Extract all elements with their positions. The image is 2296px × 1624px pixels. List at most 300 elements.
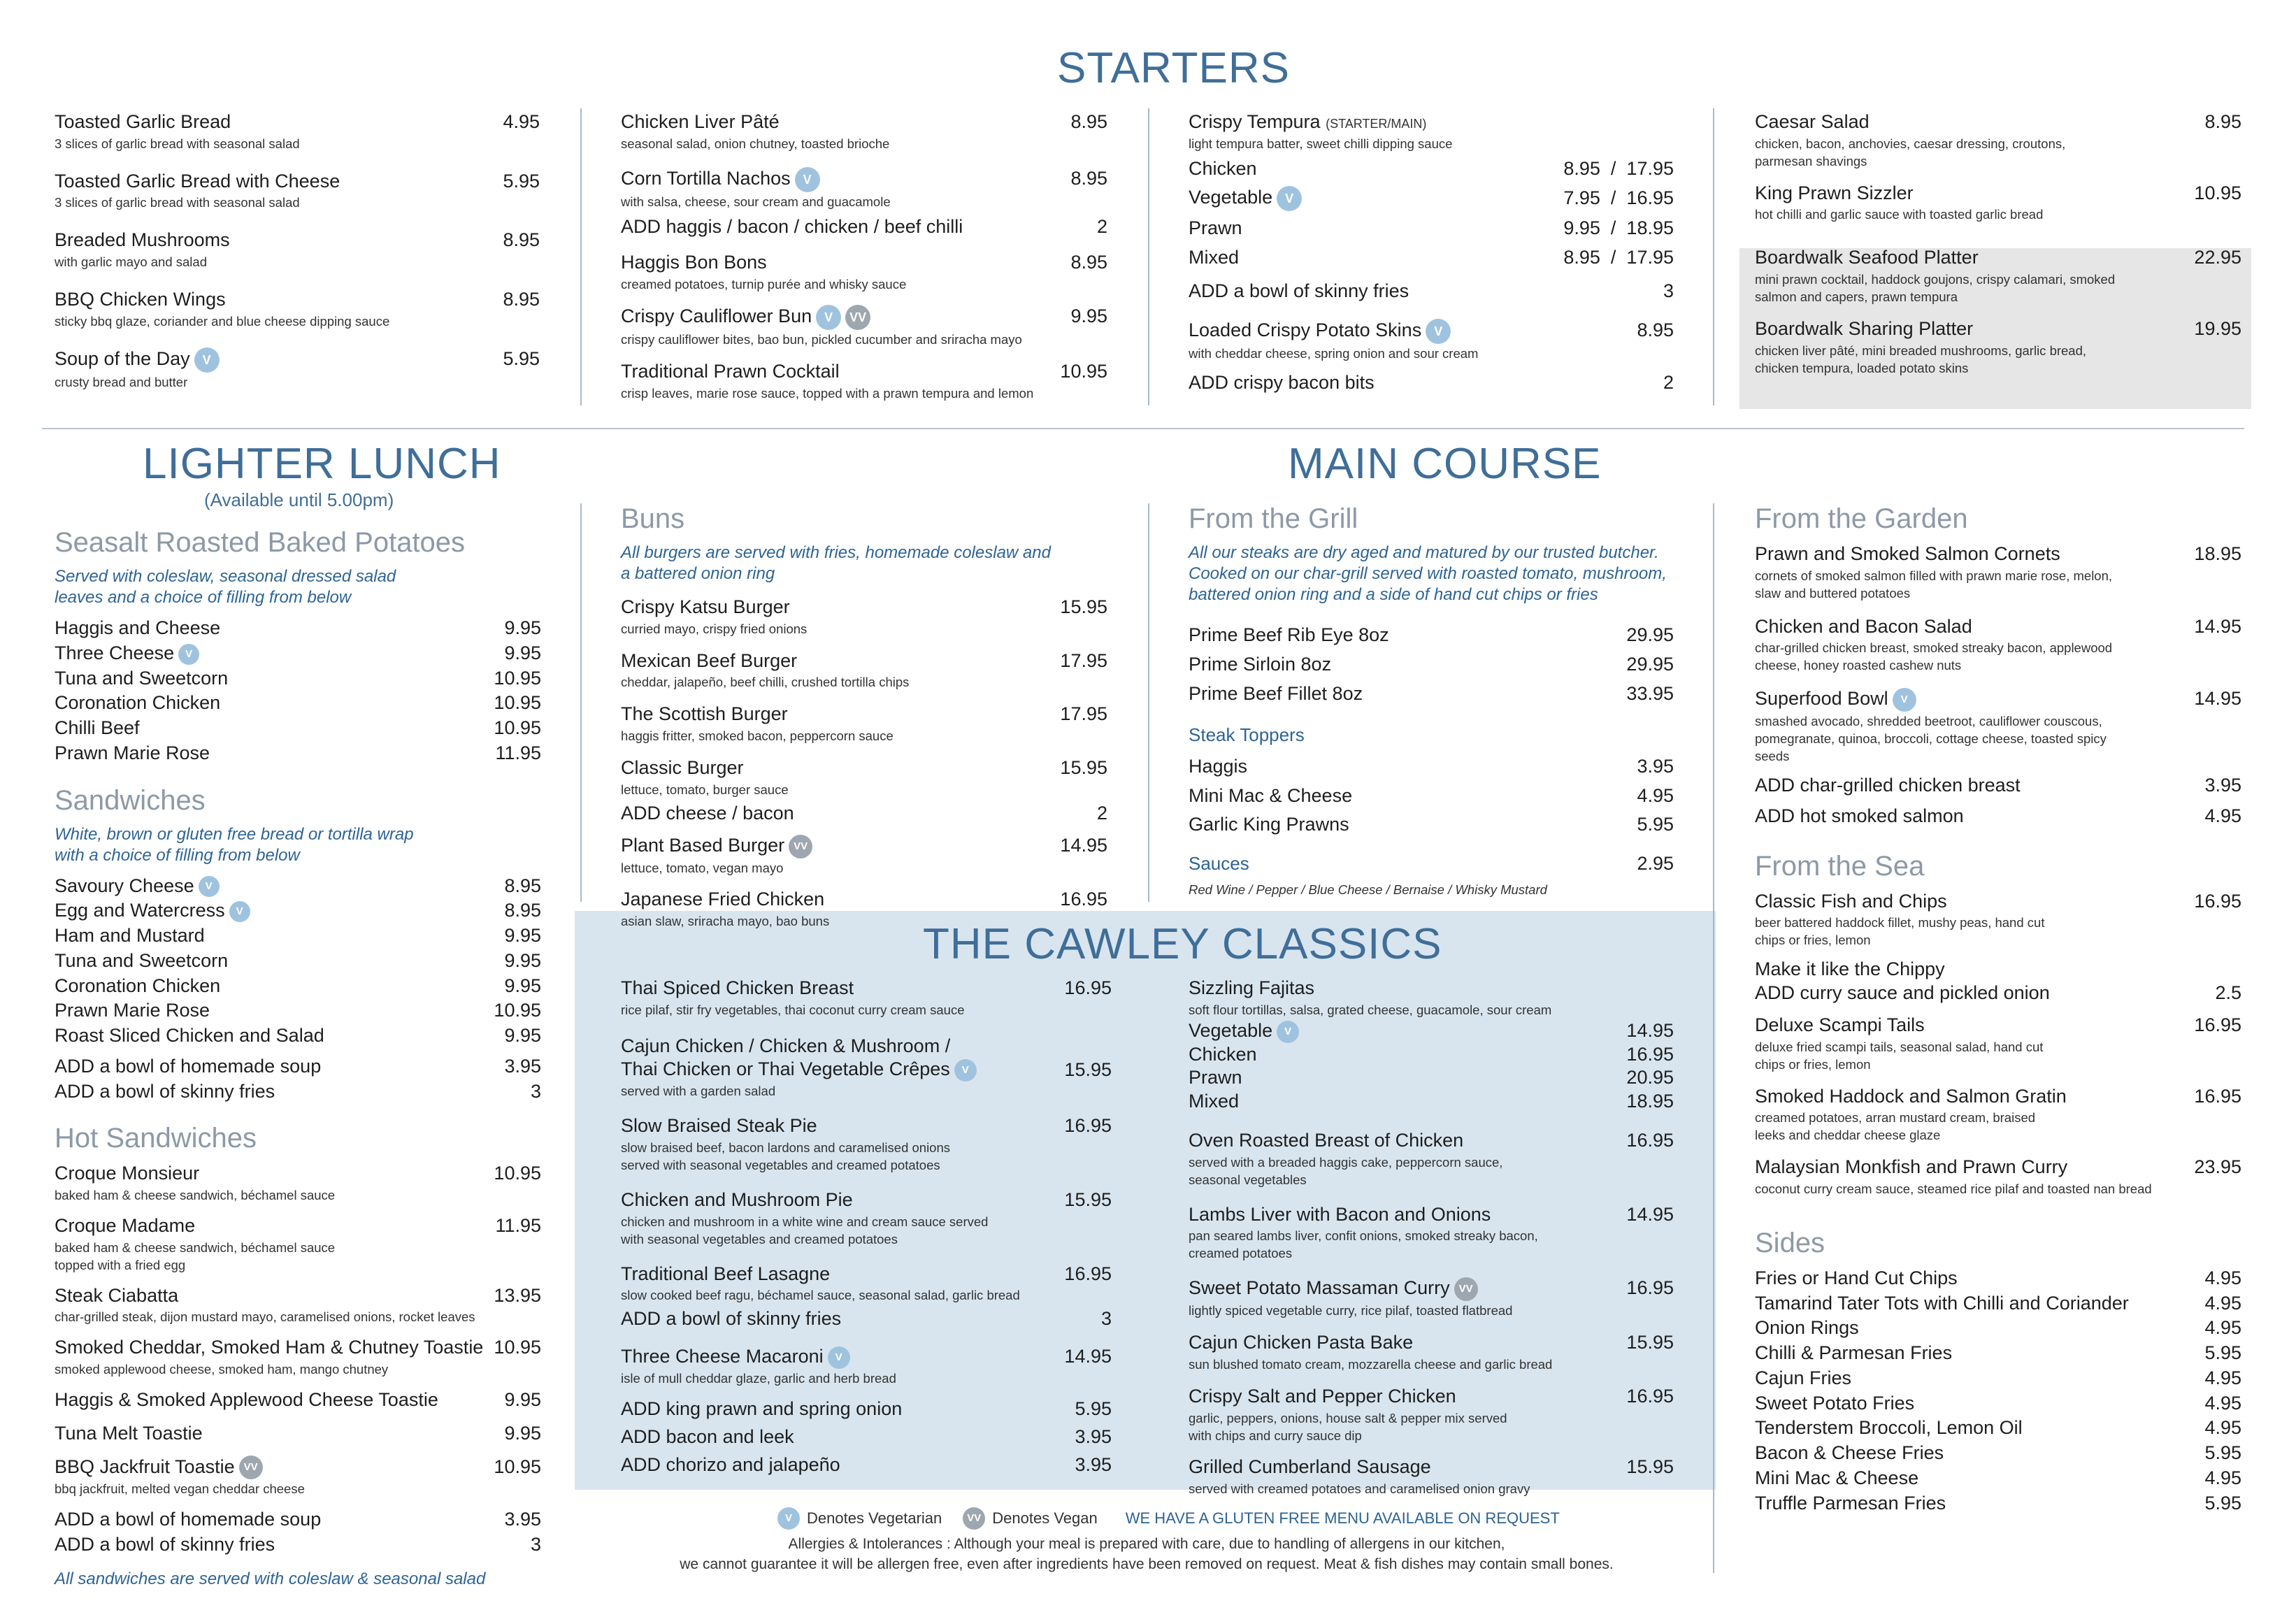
option-name: ADD a bowl of skinny fries (1189, 280, 1409, 301)
item-price: 9.95 (504, 925, 541, 946)
item-price: 9.95 (504, 1389, 541, 1411)
menu-item (621, 1453, 1112, 1477)
menu-item (1755, 687, 2241, 766)
item-desc: curried mayo, crispy fried onions (621, 621, 808, 636)
menu-item (55, 347, 540, 391)
menu-item (55, 667, 541, 691)
item-price: 3 (530, 1534, 541, 1555)
item-desc: smoked applewood cheese, smoked ham, mango chutney (55, 1362, 389, 1377)
sauces-list: Red Wine / Pepper / Blue Cheese / Bernaise / Whisky Mustard (1189, 882, 1547, 897)
item-desc: slow cooked beef ragu, béchamel sauce, seasonal salad, garlic bread (621, 1288, 1020, 1303)
menu-item (621, 1114, 1112, 1174)
section-heading: From the Grill (1189, 503, 1358, 534)
item-desc: crusty bread and butter (55, 374, 188, 389)
item-price: 5.95 (2204, 1492, 2241, 1514)
item-price: 8.95 (503, 289, 540, 310)
item-name: Crispy Cauliflower Bun (621, 306, 812, 327)
option-name: Mixed (1189, 1091, 1240, 1112)
option-name: Prawn (1189, 217, 1242, 239)
item-name: Prime Beef Rib Eye 8oz (1189, 624, 1389, 645)
item-price: 4.95 (503, 111, 540, 132)
menu-item (1189, 1129, 1674, 1189)
item-price: 5.95 (1637, 814, 1674, 835)
menu-item (55, 924, 541, 948)
option-price: 7.95 / 16.95 (1563, 187, 1674, 208)
item-name: Roast Sliced Chicken and Salad (55, 1025, 324, 1046)
divider-main-1 (580, 503, 582, 902)
item-name: Prawn Marie Rose (55, 1000, 210, 1021)
item-name: Crispy Salt and Pepper Chicken (1189, 1385, 1456, 1407)
item-price: 16.95 (1064, 977, 1112, 998)
item-name: ADD hot smoked salmon (1755, 805, 1964, 826)
item-price: 9.95 (504, 975, 541, 996)
item-price: 16.95 (2194, 1014, 2241, 1035)
item-price: 8.95 (1070, 167, 1107, 189)
item-name: Egg and Watercress (55, 900, 225, 921)
item-name: ADD cheese / bacon (621, 802, 794, 824)
item-price: 9.95 (504, 1025, 541, 1046)
item-price: 15.95 (1060, 757, 1107, 779)
menu-item (621, 1345, 1112, 1388)
item-desc: baked ham & cheese sandwich, béchamel sauce (55, 1188, 336, 1202)
item-desc: seasonal salad, onion chutney, toasted brioche (621, 136, 890, 151)
option-price: 20.95 (1626, 1067, 1674, 1088)
menu-item (1189, 319, 1674, 363)
item-name: Classic Burger (621, 757, 744, 779)
menu-item (55, 875, 541, 898)
menu-item (621, 1188, 1112, 1249)
menu-item (1755, 1267, 2241, 1291)
menu-item (55, 110, 540, 153)
menu-item (1755, 890, 2241, 950)
menu-item (1189, 624, 1674, 647)
item-desc: light tempura batter, sweet chilli dipping sauce (1189, 136, 1453, 151)
menu-item (1755, 1367, 2241, 1391)
menu-item (621, 215, 1107, 239)
item-desc: cornets of smoked salmon filled with prawn marie rose, melon, slaw and buttered potatoes (1755, 568, 2113, 601)
menu-item (1189, 1456, 1674, 1498)
item-price: 16.95 (1064, 1115, 1112, 1137)
item-desc: with cheddar cheese, spring onion and sour cream (1189, 345, 1479, 361)
item-price: 3.95 (504, 1509, 541, 1530)
sauces-row (1189, 852, 1674, 876)
item-price: 8.95 (504, 875, 541, 896)
item-desc: slow braised beef, bacon lardons and caramelised onions served with seasonal vegetables and creamed potatoes (621, 1140, 951, 1173)
menu-item (55, 1422, 541, 1446)
menu-item (55, 1214, 541, 1274)
item-desc: chicken liver pâté, mini breaded mushrooms, garlic bread, chicken tempura, loaded potato skins (1755, 343, 2087, 375)
menu-item (55, 1336, 541, 1379)
item-desc: creamed potatoes, arran mustard cream, braised leeks and cheddar cheese glaze (1755, 1110, 2036, 1143)
menu-item (55, 1024, 541, 1048)
item-price: 10.95 (494, 1000, 541, 1021)
item-name: Tuna Melt Toastie (55, 1422, 203, 1444)
item-name: Haggis (1189, 755, 1248, 777)
item-price: 15.95 (1626, 1456, 1674, 1478)
item-name: ADD crispy bacon bits (1189, 371, 1375, 393)
menu-item (55, 1456, 541, 1499)
option-price: 8.95 / 17.95 (1563, 157, 1674, 179)
item-desc: chicken, bacon, anchovies, caesar dressing, croutons, parmesan shavings (1755, 136, 2066, 168)
item-price: 15.95 (1064, 1189, 1112, 1210)
item-price: 10.95 (494, 692, 541, 714)
item-name: Slow Braised Steak Pie (621, 1115, 817, 1137)
item-price: 2 (1096, 215, 1107, 237)
item-name: ADD a bowl of homemade soup (55, 1055, 322, 1077)
item-name: Prime Sirloin 8oz (1189, 653, 1332, 675)
item-name: Toasted Garlic Bread with Cheese (55, 170, 340, 192)
item-name: ADD haggis / bacon / chicken / beef chilli (621, 215, 963, 237)
item-price: 17.95 (1060, 703, 1107, 725)
divider-horizontal (42, 428, 2244, 429)
item-desc: crisp leaves, marie rose sauce, topped with a prawn tempura and lemon (621, 385, 1034, 401)
item-price: 2.5 (2215, 982, 2241, 1004)
menu-item (55, 1388, 541, 1412)
item-name: Corn Tortilla Nachos (621, 167, 791, 189)
item-price: 8.95 (2204, 111, 2241, 132)
divider-starters-2 (1148, 108, 1149, 405)
option-name: Mixed (1189, 247, 1240, 268)
menu-item (1189, 1331, 1674, 1374)
lighter-lunch-note: (Available until 5.00pm) (204, 489, 394, 510)
option-name: Chicken (1189, 157, 1257, 179)
item-name: ADD char-grilled chicken breast (1755, 775, 2021, 796)
menu-item (621, 802, 1107, 826)
item-name: Three Cheese Macaroni (621, 1346, 824, 1367)
item-name: Croque Madame (55, 1214, 196, 1236)
platter-item (1755, 317, 2241, 378)
item-price: 14.95 (1064, 1346, 1112, 1367)
item-name: Coronation Chicken (55, 692, 221, 714)
divider-starters-1 (580, 108, 582, 405)
divider-main-2 (1148, 503, 1149, 902)
item-price: 9.95 (504, 949, 541, 971)
item-desc: lettuce, tomato, burger sauce (621, 782, 789, 797)
item-name: Bacon & Cheese Fries (1755, 1442, 1944, 1464)
item-price: 10.95 (2194, 182, 2241, 203)
item-name: Prawn Marie Rose (55, 742, 210, 763)
menu-item (621, 756, 1107, 799)
buns-col (621, 502, 1107, 944)
option-row (1189, 157, 1674, 181)
item-price: 10.95 (494, 717, 541, 738)
menu-item (55, 1055, 541, 1079)
item-price: 16.95 (1626, 1385, 1674, 1407)
item-price: 14.95 (2194, 688, 2241, 710)
item-price: 15.95 (1060, 596, 1107, 617)
menu-item (1189, 371, 1674, 395)
item-price: 10.95 (494, 1337, 541, 1358)
section-heading: Buns (621, 503, 685, 534)
item-name: Deluxe Scampi Tails (1755, 1014, 1925, 1035)
item-price: 5.95 (2204, 1342, 2241, 1364)
item-name: Cajun Fries (1755, 1367, 1852, 1388)
item-desc: soft flour tortillas, salsa, grated cheese, guacamole, sour cream (1189, 1002, 1552, 1017)
item-price: 5.95 (503, 348, 540, 369)
menu-item (621, 1263, 1112, 1305)
vegan-badge-icon: VV (845, 305, 870, 330)
starters-title: STARTERS (1057, 44, 1290, 92)
menu-item (621, 167, 1107, 211)
starters-col-3 (1189, 110, 1674, 408)
item-name: Prawn and Smoked Salmon Cornets (1755, 543, 2060, 564)
sauces-heading: Sauces (1189, 853, 1249, 874)
item-desc: sun blushed tomato cream, mozzarella cheese and garlic bread (1189, 1356, 1553, 1372)
item-name: Onion Rings (1755, 1317, 1859, 1339)
vegetarian-badge-icon: V (1426, 319, 1451, 344)
item-desc: with garlic mayo and salad (55, 254, 207, 270)
option-row (1189, 1043, 1674, 1067)
section-note: White, brown or gluten free bread or tortilla wrap with a choice of filling from below (55, 824, 414, 865)
section-heading: Sandwiches (55, 784, 206, 816)
item-desc: bbq jackfruit, melted vegan cheddar cheese (55, 1481, 305, 1497)
item-name: Sweet Potato Fries (1755, 1392, 1915, 1414)
option-row (1189, 1019, 1674, 1043)
item-price: 29.95 (1626, 653, 1674, 675)
cawley-col-left (621, 977, 1112, 1490)
menu-item (55, 717, 541, 740)
option-row (1189, 1066, 1674, 1090)
option-name: Chicken (1189, 1043, 1257, 1065)
item-name: ADD a bowl of skinny fries (621, 1308, 842, 1330)
section-heading: From the Sea (1755, 850, 1925, 882)
item-price: 8.95 (503, 229, 540, 251)
lighter-lunch-col (55, 526, 541, 1589)
item-price: 8.95 (1070, 252, 1107, 273)
option-name: Vegetable (1189, 1019, 1273, 1041)
menu-item (55, 1284, 541, 1327)
item-price: 3.95 (2204, 775, 2241, 796)
item-price: 3.95 (1075, 1425, 1112, 1447)
item-name: ADD bacon and leek (621, 1425, 794, 1447)
menu-item (1755, 1467, 2241, 1490)
allergy-line-1: Allergies & Intolerances : Although your meal is prepared with care, due to handling of allergens in our kitchen, (788, 1536, 1505, 1552)
item-price: 13.95 (494, 1284, 541, 1306)
vegetarian-badge-icon: V (828, 1346, 850, 1369)
menu-item (55, 288, 540, 331)
item-price: 2 (1096, 802, 1107, 824)
item-desc: chicken and mushroom in a white wine and cream sauce served with seasonal vegetables and creamed potatoes (621, 1214, 989, 1246)
item-price: 23.95 (2194, 1156, 2241, 1178)
menu-item (55, 617, 541, 640)
menu-item (55, 170, 540, 213)
item-name: Ham and Mustard (55, 925, 205, 946)
menu-item (621, 1035, 1112, 1101)
item-name: ADD a bowl of homemade soup (55, 1509, 322, 1530)
tempura-item (1189, 110, 1674, 303)
item-name: BBQ Chicken Wings (55, 289, 226, 310)
menu-item (621, 596, 1107, 638)
item-name: King Prawn Sizzler (1755, 182, 1914, 203)
menu-item (621, 305, 1107, 349)
item-price: 4.95 (2204, 805, 2241, 826)
option-price: 8.95 / 17.95 (1563, 247, 1674, 268)
garden-sea-sides-col (1755, 502, 2241, 1516)
vegetarian-badge-icon: V (1893, 688, 1916, 712)
option-row (1189, 246, 1674, 270)
item-name: Cajun Chicken / Chicken & Mushroom / Thai Chicken or Thai Vegetable Crêpes (621, 1035, 951, 1080)
item-name: Malaysian Monkfish and Prawn Curry (1755, 1156, 2068, 1178)
item-name: Haggis & Smoked Applewood Cheese Toastie (55, 1389, 438, 1411)
item-price: 18.95 (2194, 543, 2241, 564)
item-desc: pan seared lambs liver, confit onions, smoked streaky bacon, creamed potatoes (1189, 1228, 1538, 1261)
item-price: 16.95 (2194, 1085, 2241, 1107)
item-name: Traditional Beef Lasagne (621, 1263, 831, 1284)
vegetarian-badge-icon: V (178, 644, 199, 665)
item-name: Tuna and Sweetcorn (55, 949, 229, 971)
item-name: Japanese Fried Chicken (621, 889, 825, 910)
item-name: Crispy Katsu Burger (621, 596, 790, 617)
item-price: 4.95 (2204, 1317, 2241, 1339)
item-name: Toasted Garlic Bread (55, 111, 231, 132)
menu-item (621, 1397, 1112, 1421)
menu-item (55, 899, 541, 923)
item-price: 5.95 (1075, 1398, 1112, 1419)
item-price: 14.95 (2194, 615, 2241, 637)
option-name: Vegetable (1189, 187, 1273, 208)
item-name: Croque Monsieur (55, 1163, 200, 1184)
item-price: 10.95 (494, 1456, 541, 1477)
menu-item (55, 229, 540, 271)
item-price: 16.95 (2194, 890, 2241, 912)
item-price: 16.95 (1060, 889, 1107, 910)
menu-item (55, 1508, 541, 1532)
item-desc: beer battered haddock fillet, mushy peas, hand cut chips or fries, lemon (1755, 915, 2045, 948)
divider-starters-3 (1713, 108, 1714, 405)
menu-item (1755, 1014, 2241, 1074)
item-price: 17.95 (1060, 649, 1107, 671)
item-name: Tamarind Tater Tots with Chilli and Coriander (1755, 1292, 2129, 1314)
item-name: Smoked Haddock and Salmon Gratin (1755, 1085, 2067, 1107)
item-price: 9.95 (1070, 306, 1107, 327)
option-row (1189, 1090, 1674, 1114)
starters-col-2 (621, 110, 1107, 417)
menu-item (1189, 653, 1674, 677)
item-desc: cheddar, jalapeño, beef chilli, crushed tortilla chips (621, 675, 910, 690)
item-price: 16.95 (1626, 1129, 1674, 1151)
item-price: 4.95 (1637, 784, 1674, 806)
item-desc: creamed potatoes, turnip purée and whisky sauce (621, 277, 907, 292)
item-name: ADD chorizo and jalapeño (621, 1453, 840, 1475)
item-desc: mini prawn cocktail, haddock goujons, crispy calamari, smoked salmon and capers, prawn tempura (1755, 272, 2116, 305)
item-name: Loaded Crispy Potato Skins (1189, 319, 1422, 340)
item-name: Chilli Beef (55, 717, 140, 738)
menu-item (1189, 682, 1674, 706)
menu-item (1755, 1316, 2241, 1340)
menu-item (621, 649, 1107, 692)
item-name: Sweet Potato Massaman Curry (1189, 1277, 1450, 1299)
item-name: ADD a bowl of skinny fries (55, 1534, 275, 1555)
item-desc: crispy cauliflower bites, bao bun, pickled cucumber and sriracha mayo (621, 332, 1022, 347)
menu-item (1755, 1492, 2241, 1516)
item-price: 11.95 (495, 1214, 541, 1236)
item-price: 16.95 (1626, 1277, 1674, 1299)
section-heading: Hot Sandwiches (55, 1123, 257, 1154)
menu-item (1189, 1277, 1674, 1320)
allergy-notice (629, 1534, 1664, 1575)
vegan-badge-icon: VV (963, 1507, 985, 1530)
item-name: Tuna and Sweetcorn (55, 667, 229, 689)
item-name: Plant Based Burger (621, 834, 785, 856)
option-row (1189, 280, 1674, 303)
allergy-line-2: we cannot guarantee it will be allergen free, even after ingredients have been removed on request. Meat & fish dishes may contain small bones. (680, 1556, 1614, 1573)
item-name: Classic Fish and Chips (1755, 890, 1947, 912)
menu-item (621, 703, 1107, 745)
item-price: 8.95 (504, 900, 541, 921)
divider-main-3 (1713, 503, 1714, 1573)
item-price: 10.95 (494, 1163, 541, 1184)
item-name: Coronation Chicken (55, 975, 221, 996)
menu-item (621, 251, 1107, 294)
item-price: 8.95 (1070, 111, 1107, 132)
item-name: Thai Spiced Chicken Breast (621, 977, 854, 998)
item-price: 14.95 (1060, 834, 1107, 856)
menu-item (1755, 1416, 2241, 1440)
item-price: 16.95 (1064, 1263, 1112, 1284)
item-name: Breaded Mushrooms (55, 229, 230, 251)
item-name: Truffle Parmesan Fries (1755, 1492, 1946, 1514)
option-price: 18.95 (1626, 1091, 1674, 1112)
item-price: 10.95 (1060, 361, 1107, 382)
grill-col (1189, 502, 1674, 899)
sandwich-footnote: All sandwiches are served with coleslaw & seasonal salad (55, 1569, 486, 1588)
item-price: 3.95 (504, 1055, 541, 1077)
menu-item (1755, 110, 2241, 171)
item-name: Caesar Salad (1755, 111, 1870, 132)
vegetarian-badge-icon: V (199, 876, 220, 897)
legend-vegan: Denotes Vegan (992, 1509, 1098, 1527)
item-desc: sticky bbq glaze, coriander and blue cheese dipping sauce (55, 313, 390, 329)
starters-col-4 (1755, 110, 2241, 391)
item-price: 33.95 (1626, 682, 1674, 704)
item-price: 4.95 (2204, 1392, 2241, 1414)
menu-item (1189, 1385, 1674, 1445)
item-name: Garlic King Prawns (1189, 814, 1349, 835)
item-desc: garlic, peppers, onions, house salt & pepper mix served with chips and curry sauce dip (1189, 1410, 1507, 1443)
item-price: 5.95 (2204, 1442, 2241, 1464)
item-desc: 3 slices of garlic bread with seasonal salad (55, 136, 300, 151)
option-price: 9.95 / 18.95 (1563, 217, 1674, 239)
menu-item (1755, 1342, 2241, 1365)
item-price: 11.95 (495, 742, 541, 763)
item-name: ADD a bowl of skinny fries (55, 1080, 275, 1102)
item-price: 9.95 (504, 617, 541, 638)
menu-item (1755, 805, 2241, 828)
option-name: Prawn (1189, 1067, 1242, 1088)
item-name: Chicken Liver Pâté (621, 111, 780, 132)
item-price: 2 (1663, 371, 1674, 393)
item-desc: char-grilled steak, dijon mustard mayo, caramelised onions, rocket leaves (55, 1309, 475, 1325)
item-desc: lightly spiced vegetable curry, rice pilaf, toasted flatbread (1189, 1303, 1513, 1318)
item-name: Oven Roasted Breast of Chicken (1189, 1129, 1464, 1151)
menu-item (1755, 774, 2241, 798)
menu-item (1189, 1203, 1674, 1263)
item-name: Chicken and Bacon Salad (1755, 615, 1972, 637)
item-desc: asian slaw, sriracha mayo, bao buns (621, 914, 830, 929)
vegetarian-badge-icon: V (795, 167, 820, 192)
item-price: 4.95 (2204, 1467, 2241, 1488)
item-price: 3 (530, 1080, 541, 1102)
vegetarian-badge-icon: V (777, 1507, 800, 1530)
menu-item (621, 110, 1107, 153)
platter-item (1755, 246, 2241, 306)
menu-item (1189, 813, 1674, 837)
menu-item (1189, 755, 1674, 779)
section-heading: Seasalt Roasted Baked Potatoes (55, 527, 466, 558)
item-name: Chilli & Parmesan Fries (1755, 1342, 1953, 1364)
item-name: Crispy Tempura (1189, 111, 1321, 132)
item-name: Three Cheese (55, 642, 175, 663)
